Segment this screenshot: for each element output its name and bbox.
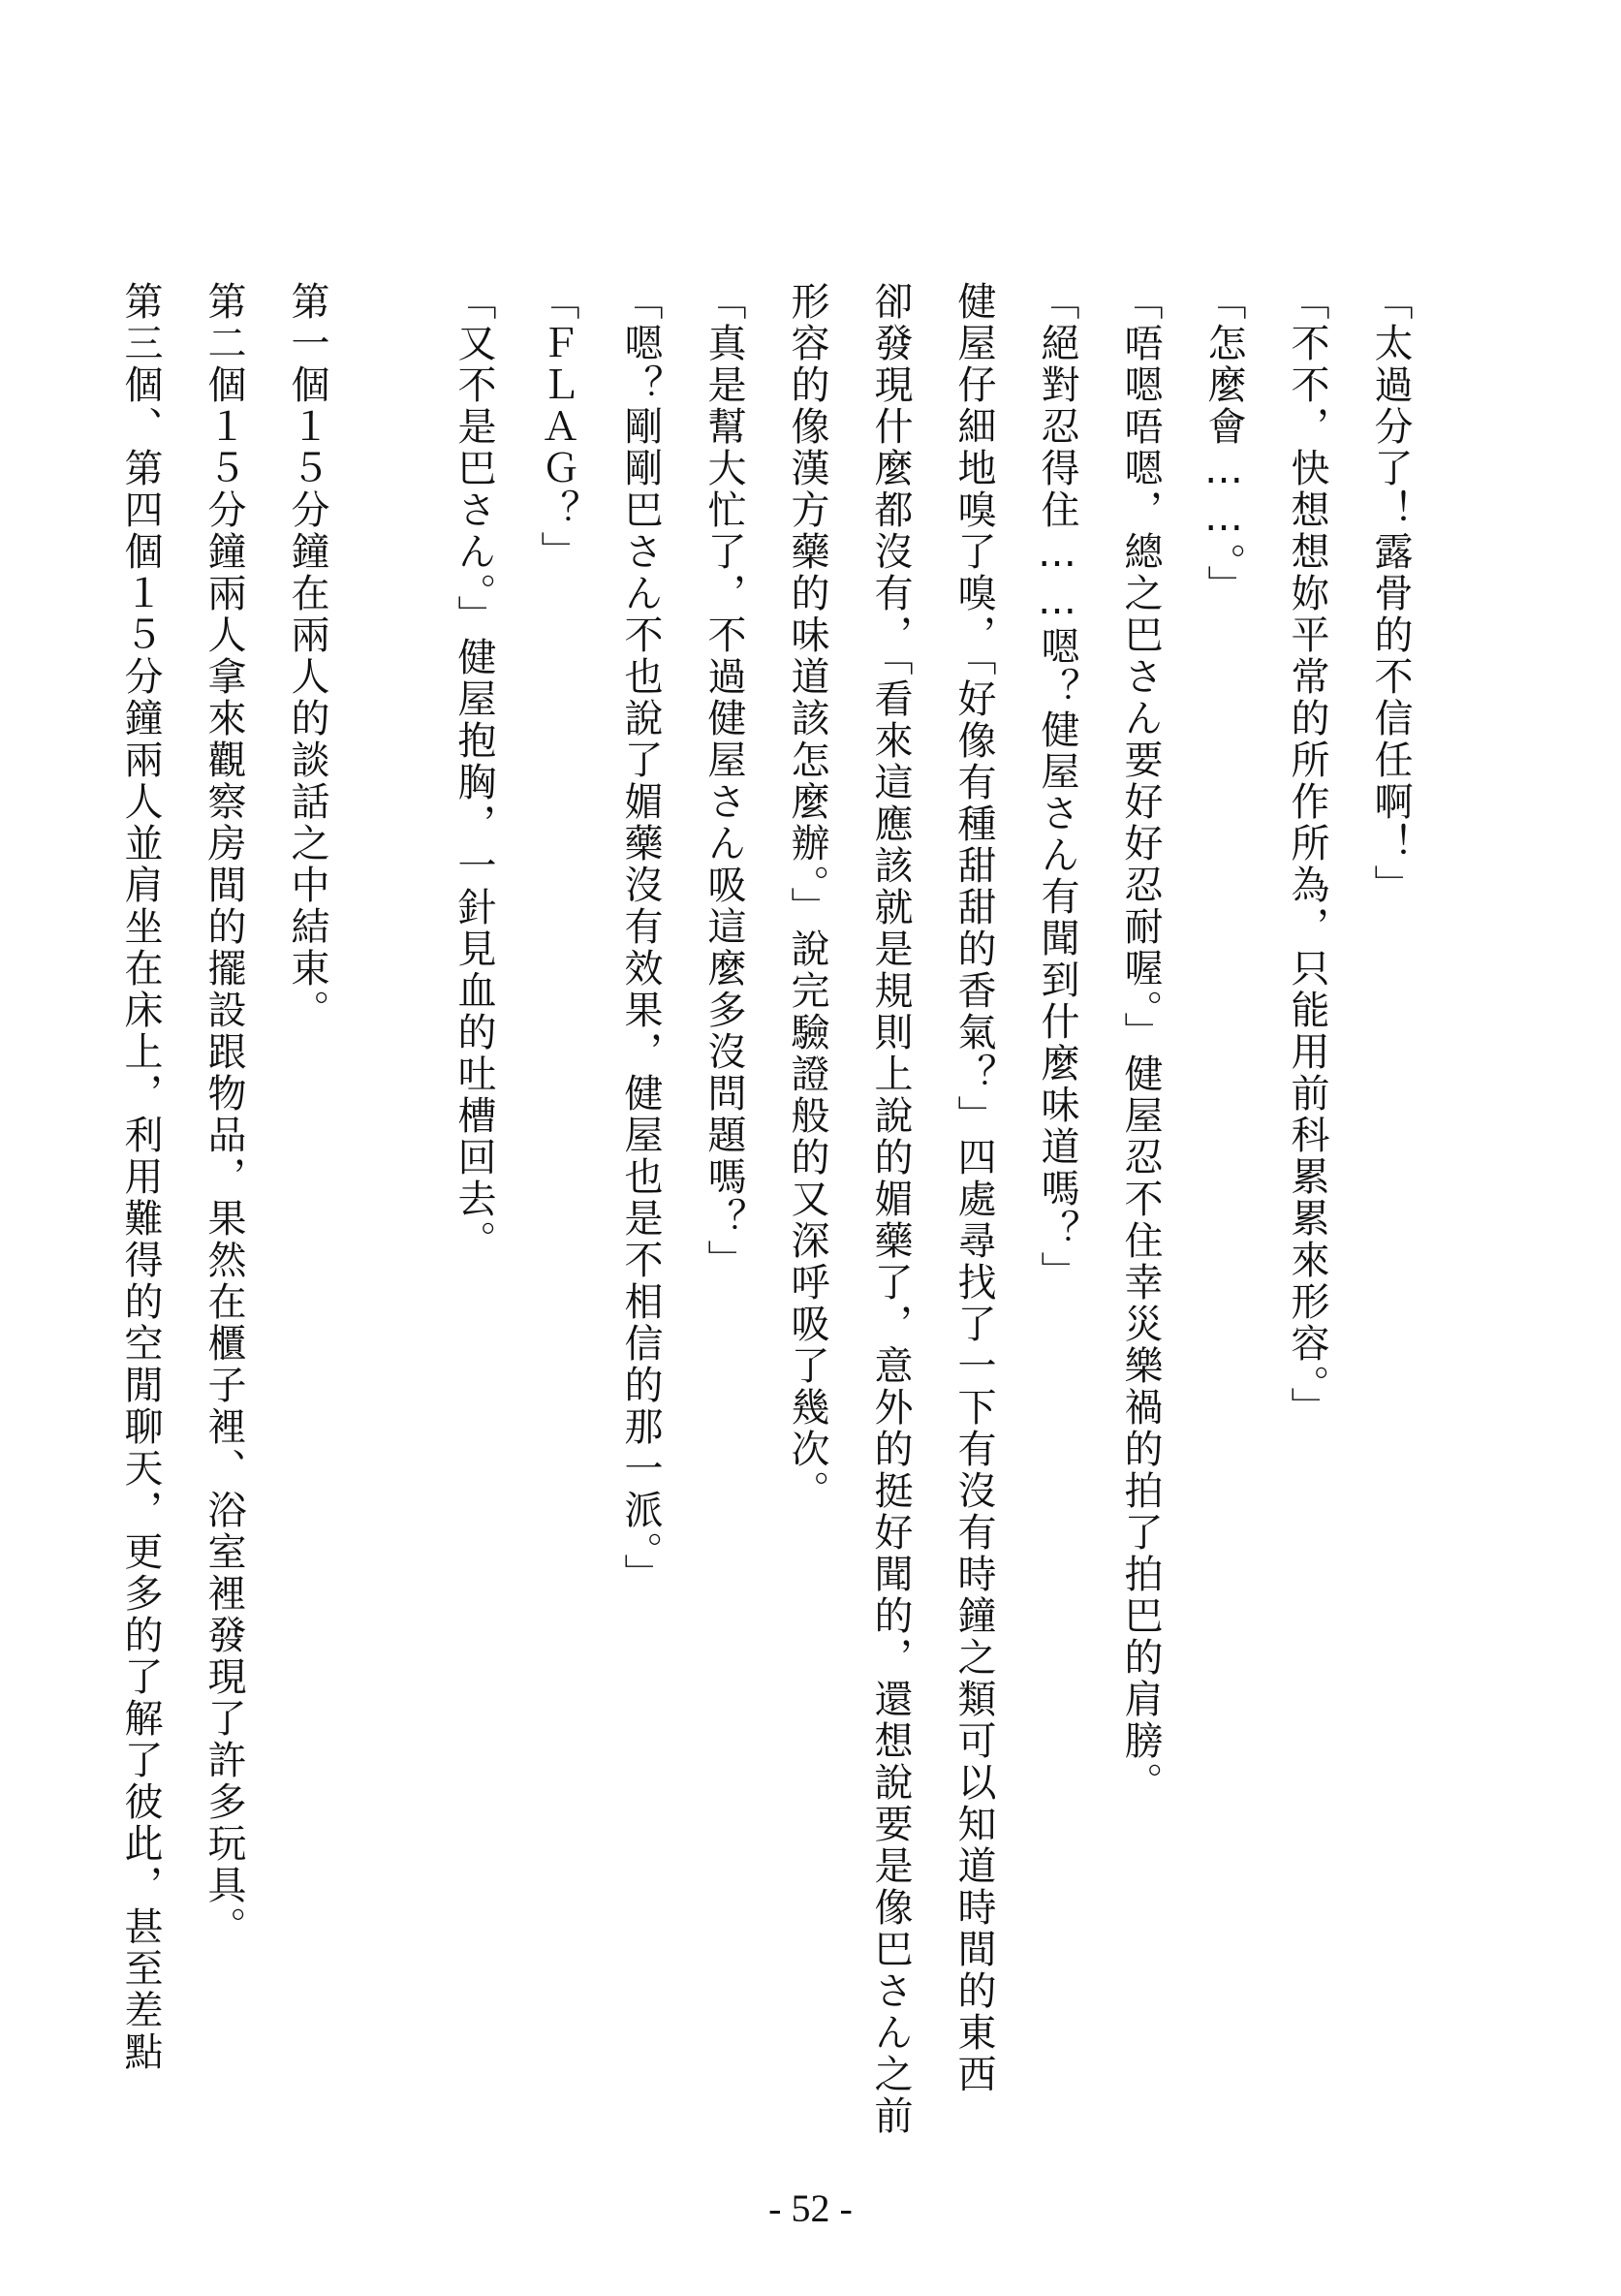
text-line: 「嗯？剛剛巴さん不也說了媚藥沒有效果，健屋也是不相信的那一派。」	[618, 281, 663, 1595]
text-line: 「唔嗯唔嗯，總之巴さん要好好忍耐喔。」健屋忍不住幸災樂禍的拍了拍巴的肩膀。	[1118, 281, 1163, 1804]
text-line: 第三個、第四個１５分鐘兩人並肩坐在床上，利用難得的空閒聊天，更多的了解了彼此，甚至差點	[118, 281, 163, 2073]
text-line: 「絕對忍得住……嗯？健屋さん有聞到什麼味道嗎？」	[1035, 281, 1079, 1293]
text-line: 第二個１５分鐘兩人拿來觀察房間的擺設跟物品，果然在櫃子裡、浴室裡發現了許多玩具。	[202, 281, 246, 1948]
text-line: 形容的像漢方藥的味道該怎麼辦。」說完驗證般的又深呼吸了幾次。	[785, 281, 829, 1512]
text-line: 「又不是巴さん。」健屋抱胸，一針見血的吐槽回去。	[452, 281, 496, 1262]
text-line: 「太過分了！露骨的不信任啊！」	[1368, 281, 1413, 906]
text-line: 卻發現什麼都沒有，「看來這應該就是規則上說的媚藥了，意外的挺好聞的，還想說要是像巴さん之前	[868, 281, 913, 2137]
text-line: 第一個１５分鐘在兩人的談話之中結束。	[285, 281, 329, 1031]
text-line: 「ＦＬＡＧ？」	[535, 281, 579, 573]
text-line: 「怎麼會……。」	[1201, 281, 1246, 607]
text-line: 「不不，快想想妳平常的所作所為，只能用前科累累來形容。」	[1285, 281, 1329, 1429]
text-line: 「真是幫大忙了，不過健屋さん吸這麼多沒問題嗎？」	[701, 281, 746, 1281]
paragraph-gap	[349, 281, 432, 2123]
vertical-text-body	[99, 281, 1432, 2137]
page-number: - 52 -	[768, 2186, 853, 2230]
text-line: 健屋仔細地嗅了嗅，「好像有種甜甜的香氣？」四處尋找了一下有沒有時鐘之類可以知道時間的東西	[951, 281, 996, 2095]
